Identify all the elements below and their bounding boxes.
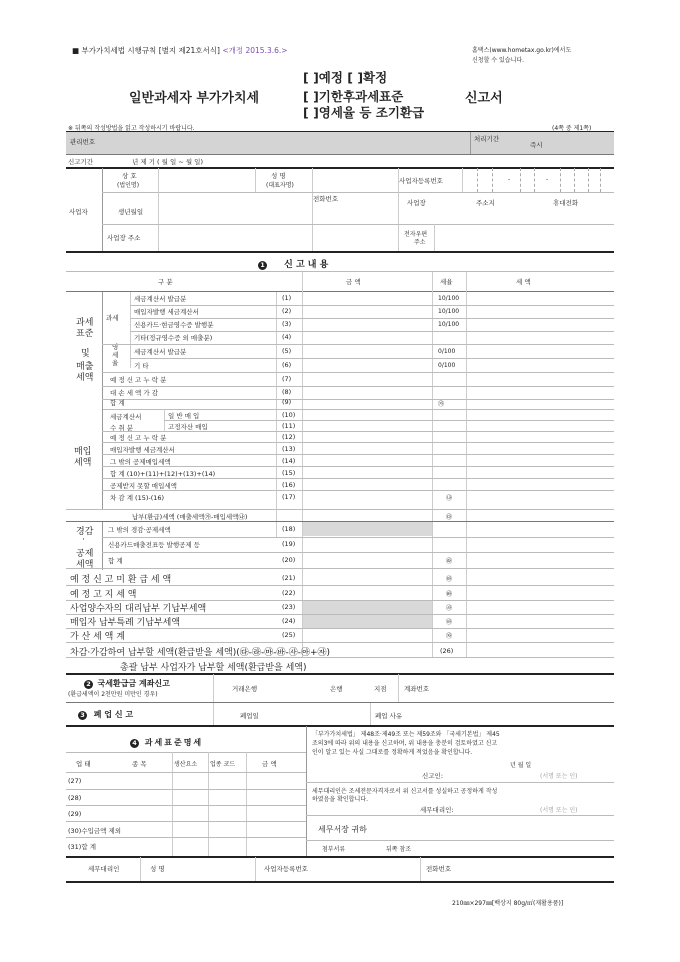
tax-base-group-label-2: 및: [81, 349, 90, 359]
final-row-label: 차감·가감하여 납부할 세액(환급받을 세액)(㉰-㉱-㉲-㉳-㉴-㉵+㉶): [70, 648, 331, 658]
reg-dash-1: -: [508, 176, 511, 183]
purchase-row-mark: ㉯: [446, 495, 453, 502]
closure-date-label: 폐업일: [240, 712, 259, 720]
s4-col-amount: 금 액: [262, 760, 277, 768]
refund-sub: (환급세액이 2천만원 미만인 경우): [68, 691, 158, 698]
misc-row-mark: ㉳: [446, 591, 453, 598]
section4-title-text: 과세표준명세: [144, 738, 204, 747]
purchase-row-no: (11): [282, 422, 296, 430]
tax-base-row-no: (1): [282, 294, 292, 302]
deduction-row-no: (19): [282, 540, 296, 548]
tax-base-row-no: (7): [282, 375, 292, 383]
row-divider: [102, 478, 614, 479]
tax-agent-reg-label: 사업자등록번호: [264, 865, 308, 873]
tax-base-row-no: (6): [282, 361, 292, 369]
row-divider: [66, 837, 306, 838]
taxable-label: 과세: [106, 314, 119, 322]
email-label-1: 전자우편: [404, 231, 428, 238]
purchase-row-no: (10): [282, 411, 296, 419]
purchase-row-no: (17): [282, 493, 296, 501]
deduction-row-no: (18): [282, 525, 296, 533]
s4-col-business-type: 업 태: [76, 760, 91, 768]
row-divider: [102, 454, 614, 455]
misc-row-label: 사업양수자의 대리납부 기납부세액: [70, 604, 207, 614]
tax-base-detail-row: (27): [68, 777, 82, 785]
tax-base-group-label-3: 매출 세액: [76, 362, 94, 383]
corp-name-label: (법인명): [117, 182, 140, 189]
purchase-row-no: (16): [282, 481, 296, 489]
tax-base-row-rate: ㉮: [438, 401, 445, 408]
business-label: 사업자: [69, 208, 88, 216]
declaration-line-2: 조의3에 따라 위의 내용을 신고하며, 위 내용을 충분히 검토하였고 신고: [312, 740, 498, 747]
form-title: 일반과세자 부가가치세: [129, 91, 260, 106]
deduction-row-label: 그 밖의 경감·공제세액: [108, 526, 171, 534]
management-number-label: 관리번호: [70, 138, 96, 146]
tax-base-row-label: 예 정 신 고 누 락 분: [110, 376, 167, 384]
tax-base-row-no: (5): [282, 347, 292, 355]
refund-title: [84, 678, 170, 689]
s4-col-factor: 생산요소: [174, 761, 198, 768]
tax-base-detail-row: (29): [68, 810, 82, 818]
row-divider: [66, 585, 614, 586]
tax-base-row-label: 신용카드·현금영수증 발행분: [134, 321, 214, 329]
section1-title: [258, 257, 328, 270]
home-label: 주소지: [476, 199, 495, 207]
row-divider: [66, 805, 306, 806]
tax-base-row-no: (4): [282, 333, 292, 341]
row-divider: [102, 372, 614, 373]
bank-suffix: 은행: [330, 685, 343, 693]
declarant-sign: (서명 또는 인): [540, 773, 578, 780]
row-divider: [102, 442, 614, 443]
tax-base-row-rate: 0/100: [438, 348, 456, 355]
payable-label: 납부(환급)세액 (매출세액㉮-매입세액㉯): [132, 513, 248, 521]
declaration-line-1: 「부가가치세법」 제48조·제49조 또는 제59조와 「국세기본법」 제45: [312, 731, 500, 738]
tax-base-row-no: (9): [282, 398, 292, 406]
s4-col-code: 업종 코드: [210, 761, 236, 768]
office-label: 사업장: [407, 199, 426, 207]
row-divider: [66, 642, 614, 643]
tax-base-row-label: 매입자발행 세금계산서: [134, 308, 199, 316]
row-divider: [102, 466, 614, 467]
paper-spec: 210㎜×297㎜[백상지 80g/㎡(재활용품)]: [452, 900, 564, 907]
title-option-2: [ ]기한후과세표준: [303, 89, 404, 104]
period-label: 신고기간: [68, 158, 94, 166]
row-divider: [130, 358, 614, 359]
tax-base-row-label: 세금계산서 발급분: [134, 348, 187, 356]
purchase-row-no: (13): [282, 445, 296, 453]
purchase-group-label: 매입 세액: [74, 447, 92, 468]
purchase-row-label: 그 밖의 공제매입세액: [110, 458, 171, 466]
agent-sign: (서명 또는 인): [540, 807, 578, 814]
agent-label: 세무대리인:: [420, 806, 454, 814]
misc-row-no: (23): [282, 603, 296, 611]
section1-title-text: 신 고 내 용: [284, 260, 329, 270]
revision-date: <개정 2015.3.6.>: [222, 46, 288, 55]
deduction-label-3: 공제: [76, 549, 94, 559]
tax-office-label: 세무서장 귀하: [318, 825, 367, 834]
misc-row-mark: ㉶: [446, 633, 453, 640]
trade-name-label: 상 호: [122, 172, 137, 180]
tax-base-row-no: (2): [282, 307, 292, 315]
hometax-note-2: 신청할 수 있습니다.: [472, 57, 525, 64]
misc-row-mark: ㉴: [446, 605, 453, 612]
row-divider: [102, 431, 614, 432]
tax-agent-label: 세무대리인: [88, 865, 120, 873]
declarant-label: 신고인:: [422, 772, 444, 780]
page-indicator: (4쪽 중 제1쪽): [552, 125, 592, 132]
row-divider: [164, 420, 614, 421]
row-divider: [130, 331, 614, 332]
form-reference: ■ 부가가치세법 시행규칙 [별지 제21호서식] <개정 2015.3.6.>: [72, 46, 288, 55]
misc-row-label: 예 정 신 고 미 환 급 세 액: [70, 575, 172, 585]
deduction-label-1: 경감: [76, 527, 94, 537]
agent-text-2: 하였음을 확인합니다.: [312, 796, 368, 803]
purchase-row-label: 공제받지 못할 매입세액: [110, 482, 177, 490]
misc-row-mark: ㉲: [446, 576, 453, 583]
misc-row-label: 예 정 고 지 세 액: [70, 590, 137, 600]
title-option-1: [ ]예정 [ ]확정: [303, 70, 388, 85]
row-divider: [66, 628, 614, 629]
agent-text-1: 세무대리인은 조세전문자격자로서 위 신고서를 성실하고 공정하게 작성: [312, 788, 498, 795]
email-label-2: 주소: [414, 239, 426, 246]
col-amount-header: 금 액: [346, 278, 361, 286]
hometax-note-1: 홈택스(www.hometax.go.kr)에서도: [472, 47, 572, 54]
tax-base-detail-row: (30)수입금액 제외: [68, 827, 122, 835]
phone-label: 전화번호: [313, 195, 339, 203]
deduction-label-2: ·: [82, 535, 85, 545]
total-row-label: 총괄 납부 사업자가 납부할 세액(환급받을 세액): [120, 663, 307, 673]
declaration-line-3: 인이 알고 있는 사실 그대로를 정확하게 적었음을 확인합니다.: [312, 749, 473, 756]
tax-base-row-rate: 10/100: [438, 308, 460, 315]
tax-agent-phone-label: 전화번호: [426, 865, 452, 873]
s4-col-item: 종 목: [132, 760, 147, 768]
rep-name-sub-label: (대표자명): [266, 182, 294, 189]
attachment-label: 첨부서류: [322, 846, 346, 853]
reg-number-label: 사업자등록번호: [399, 177, 443, 185]
col-tax-header: 세 액: [516, 278, 531, 286]
row-divider: [102, 409, 614, 410]
tax-base-row-rate: 0/100: [438, 362, 456, 369]
refund-number: 2: [84, 680, 93, 689]
misc-row-no: (24): [282, 617, 296, 625]
row-divider: [102, 399, 614, 400]
tax-base-row-label: 합 계: [110, 399, 125, 407]
final-row-no: (26): [440, 647, 454, 655]
tax-base-row-label: 기타(정규영수증 외 매출분): [134, 334, 213, 342]
instruction-note: ※ 뒤쪽의 작성방법을 읽고 작성하시기 바랍니다.: [68, 125, 195, 132]
form-title-suffix: 신고서: [465, 91, 503, 106]
purchase-row-label: 고정자산 매입: [168, 423, 208, 431]
misc-row-label: 매입자 납부특례 기납부세액: [70, 618, 181, 628]
row-divider: [66, 772, 306, 773]
payable-mark: ㉰: [446, 514, 453, 521]
processing-period-label: 처리기간: [474, 135, 500, 143]
deduction-row-label: 신용카드매출전표등 발행공제 등: [108, 541, 201, 549]
tax-base-detail-row: (28): [68, 794, 82, 802]
section4-number: 4: [130, 739, 139, 748]
tax-base-row-rate: 10/100: [438, 295, 460, 302]
section1-number: 1: [258, 261, 267, 270]
address-label: 사업장 주소: [107, 234, 141, 242]
row-divider: [102, 490, 614, 491]
tax-base-row-label: 대 손 세 액 가 감: [110, 389, 159, 397]
closure-title-text: 폐 업 신 고: [93, 710, 134, 719]
row-divider: [102, 386, 614, 387]
row-divider: [102, 537, 614, 538]
zero-rate-label: 영세율: [112, 343, 119, 367]
purchase-row-no: (12): [282, 433, 296, 441]
tax-base-group-label-1: 과세 표준: [76, 318, 94, 339]
deduction-row-mark: ㉱: [446, 558, 453, 565]
row-divider: [130, 305, 614, 306]
tax-invoice-label: 세금계산서: [110, 413, 142, 421]
reg-dash-2: -: [546, 176, 549, 183]
row-divider: [66, 821, 306, 822]
purchase-row-no: (15): [282, 469, 296, 477]
closure-title: [78, 709, 133, 720]
purchase-row-no: (14): [282, 457, 296, 465]
refund-title-text: 국세환급금 계좌신고: [97, 679, 170, 688]
section4-title: [130, 737, 203, 748]
account-label: 계좌번호: [404, 685, 430, 693]
tax-base-row-label: 기 타: [134, 362, 149, 370]
tax-base-row-label: 세금계산서 발급분: [134, 295, 187, 303]
declaration-date: 년 월 일: [510, 762, 532, 769]
row-divider: [130, 318, 614, 319]
misc-row-label: 가 산 세 액 계: [70, 632, 125, 642]
bank-label: 거래은행: [232, 685, 258, 693]
purchase-row-label: 매입자발행 세금계산서: [110, 446, 175, 454]
birth-label: 생년월일: [118, 208, 144, 216]
purchase-row-label: 합 계 (10)+(11)+(12)+(13)+(14): [110, 470, 216, 478]
col-item-header: 구 분: [158, 278, 173, 286]
closure-reason-label: 폐업 사유: [375, 712, 403, 720]
row-divider: [66, 568, 614, 569]
purchase-row-label: 예 정 신 고 누 락 분: [110, 434, 167, 442]
title-option-3: [ ]영세율 등 조기환급: [303, 105, 425, 120]
attachment-value: 뒤쪽 참조: [386, 846, 412, 853]
tax-base-row-no: (3): [282, 320, 292, 328]
mobile-label: 휴대전화: [553, 199, 579, 207]
misc-row-no: (25): [282, 631, 296, 639]
misc-row-no: (22): [282, 589, 296, 597]
rep-name-label: 성 명: [271, 172, 286, 180]
deduction-row-no: (20): [282, 556, 296, 564]
receipt-label: 수 취 분: [110, 424, 133, 432]
period-text: 년 제 기 ( 월 일 ~ 월 일): [132, 158, 204, 166]
branch-label: 지점: [374, 685, 387, 693]
tax-agent-name-label: 성 명: [150, 865, 165, 873]
col-rate-header: 세율: [440, 278, 453, 286]
closure-number: 3: [78, 711, 87, 720]
tax-base-detail-row: (31)합 계: [68, 843, 96, 851]
row-divider: [66, 789, 306, 790]
tax-base-row-rate: 10/100: [438, 321, 460, 328]
row-divider: [102, 344, 614, 345]
tax-base-row-no: (8): [282, 388, 292, 396]
misc-row-mark: ㉵: [446, 619, 453, 626]
purchase-row-label: 차 감 계 (15)-(16): [110, 494, 165, 502]
purchase-row-label: 일 반 매 입: [168, 412, 200, 420]
processing-period-value: 즉시: [530, 141, 543, 149]
misc-row-no: (21): [282, 574, 296, 582]
deduction-row-label: 합 계: [108, 557, 123, 565]
deduction-label-4: 세액: [76, 560, 94, 570]
row-divider: [102, 552, 614, 553]
